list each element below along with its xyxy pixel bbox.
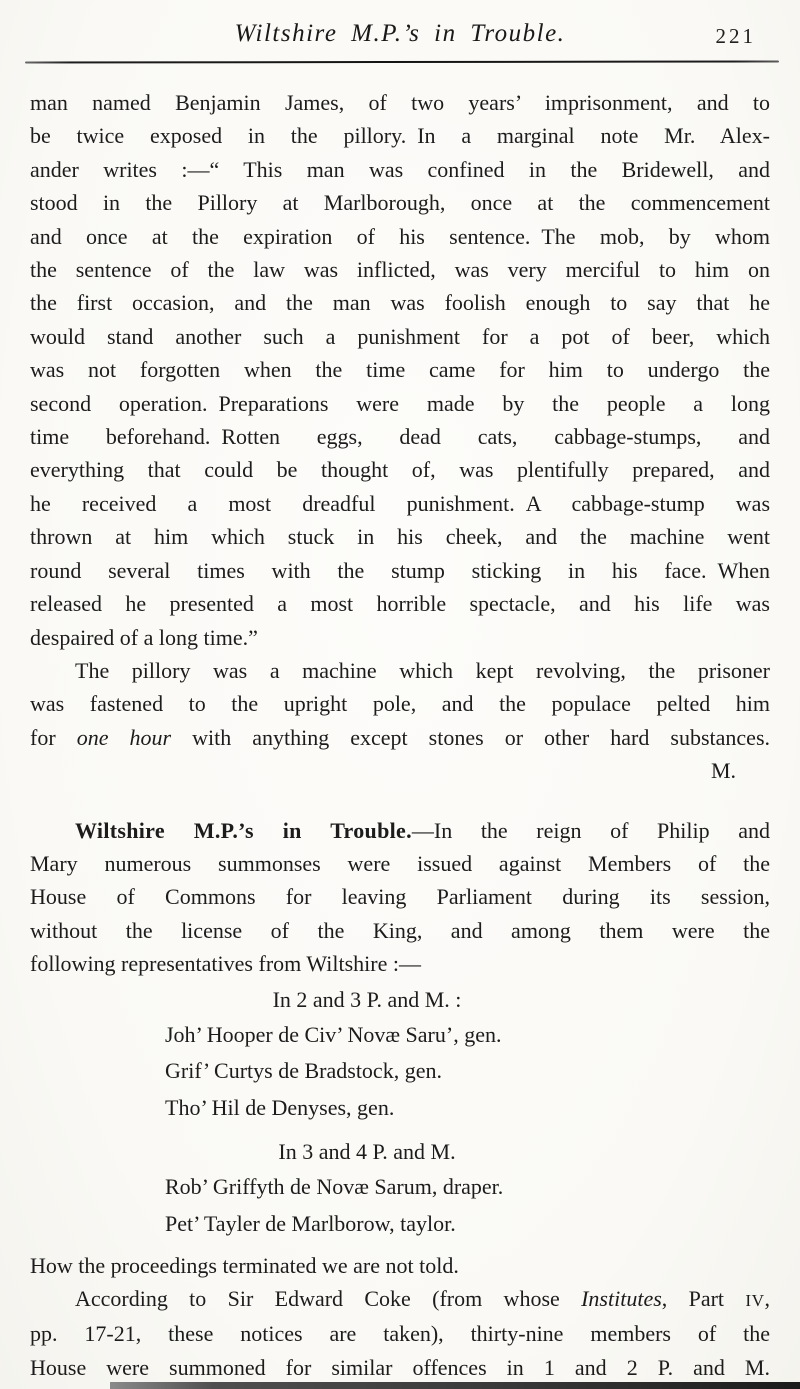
text-line: How the proceedings terminated we are not told. <box>30 1252 459 1278</box>
text-line <box>30 654 770 687</box>
text-line: despaired of a long time.” <box>30 624 258 650</box>
italic-phrase: one hour <box>76 724 172 750</box>
text-segment: The pillory was a machine which kept revolving, the prisoner <box>75 657 770 683</box>
text-line: ander writes :—“ This man was confined in the Bridewell, and <box>30 156 770 182</box>
text-line: round several times with the stump sticking in his face. When <box>30 557 770 583</box>
text-line: would stand another such a punishment for a pot of beer, which <box>30 323 770 349</box>
text-line: thrown at him which stuck in his cheek, and the machine went <box>30 524 770 550</box>
section-paragraph-wiltshire-mps <box>30 814 770 981</box>
list-item: Joh’ Hooper de Civ’ Novæ Saru’, gen. <box>165 1021 502 1047</box>
parliament-session-heading-2: In 3 and 4 P. and M. <box>278 1138 456 1164</box>
members-list-2 <box>165 1169 770 1243</box>
text-line: without the license of the King, and among them were the <box>30 917 770 943</box>
list-item: Grif’ Curtys de Bradstock, gen. <box>165 1058 442 1084</box>
italic-book-title: Institutes <box>581 1285 662 1311</box>
text-line: the sentence of the law was inflicted, was very merciful to him on <box>30 257 770 283</box>
text-line <box>30 721 770 754</box>
text-line: following representatives from Wiltshire :— <box>30 951 421 977</box>
text-line: second operation. Preparations were made by the people a long <box>30 390 770 416</box>
list-item: Tho’ Hil de Denyses, gen. <box>165 1095 395 1121</box>
text-line <box>30 687 770 720</box>
text-segment: —In the reign of Philip and <box>411 817 770 843</box>
text-line: the first occasion, and the man was foolish enough to say that he <box>30 290 770 316</box>
text-line: he received a most dreadful punishment. A cabbage-stump was <box>30 490 770 516</box>
text-line <box>30 814 770 847</box>
page-title: Wiltshire M.P.’s in Trouble. <box>234 20 566 47</box>
text-line: Mary numerous summonses were issued against Members of the <box>30 850 770 876</box>
text-segment: for <box>30 724 77 750</box>
signature-initial: M. <box>710 758 736 784</box>
list-item: Rob’ Griffyth de Novæ Sarum, draper. <box>165 1173 504 1199</box>
text-line: House were summoned for similar offences in 1 and 2 P. and M. <box>30 1354 770 1380</box>
text-line: stood in the Pillory at Marlborough, once at the commencement <box>30 190 770 216</box>
text-line: released he presented a most horrible spectacle, and his life was <box>30 591 770 617</box>
members-list-1 <box>165 1017 770 1127</box>
text-line: pp. 17-21, these notices are taken), thirty-nine members of the <box>30 1321 770 1347</box>
paragraph-pillory-explainer <box>30 654 770 754</box>
text-line: was not forgotten when the time came for him to undergo the <box>30 357 770 383</box>
text-segment: , <box>764 1285 770 1311</box>
text-segment: was fastened to the upright pole, and the populace pelted him <box>30 691 770 717</box>
text-line: everything that could be thought of, was plentifully prepared, and <box>30 457 770 483</box>
paragraph-pillory-account <box>30 86 770 654</box>
text-segment: , Part <box>661 1285 746 1311</box>
text-segment: According to Sir Edward Coke (from whose <box>75 1285 582 1311</box>
section-heading-bold: Wiltshire M.P.’s in Trouble. <box>75 817 412 843</box>
text-line: time beforehand. Rotten eggs, dead cats, cabbage-stumps, and <box>30 424 770 450</box>
text-segment: with anything except stones or other hard substances. <box>171 724 771 750</box>
parliament-session-heading-1: In 2 and 3 P. and M. : <box>272 986 462 1012</box>
closing-paragraph <box>30 1249 770 1385</box>
smallcaps-numeral: IV <box>745 1290 765 1310</box>
page-number: 221 <box>715 24 756 48</box>
scan-edge-artifact-bar <box>110 1382 800 1389</box>
text-line: House of Commons for leaving Parliament during its session, <box>30 884 770 910</box>
list-item: Pet’ Tayler de Marlborow, taylor. <box>165 1210 456 1236</box>
page-body <box>0 56 800 1384</box>
text-line: man named Benjamin James, of two years’ imprisonment, and to <box>30 90 770 115</box>
text-line: be twice exposed in the pillory. In a marginal note Mr. Alex- <box>30 123 770 149</box>
text-line: and once at the expiration of his sentence. The mob, by whom <box>30 223 770 249</box>
running-header <box>0 0 800 56</box>
text-line <box>30 1282 770 1317</box>
